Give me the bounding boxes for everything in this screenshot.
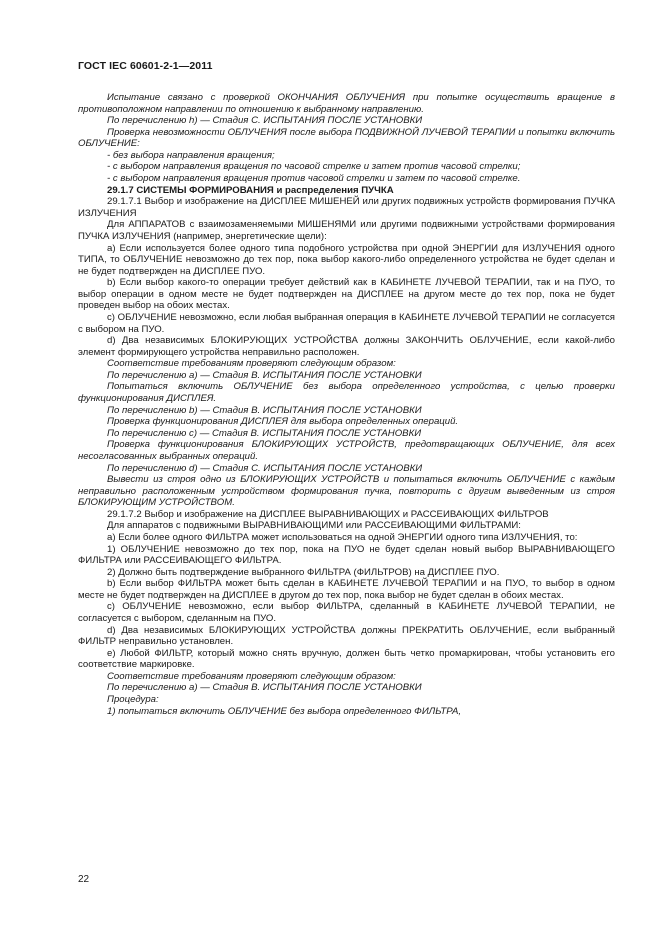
paragraph: Соответствие требованиям проверяют следующим образом: xyxy=(107,670,396,682)
paragraph: b) Если выбор какого-то операции требует действий как в КАБИНЕТЕ ЛУЧЕВОЙ ТЕРАПИИ, так и на ПУО, то выбор операции в одном месте не будет подтвержден на ДИСПЛЕЕ на другом месте до тех пор, пока не будет проведен выбор на обоих местах. xyxy=(78,277,615,312)
paragraph: с) ОБЛУЧЕНИЕ невозможно, если выбор ФИЛЬТРА, сделанный в КАБИНЕТЕ ЛУЧЕВОЙ ТЕРАПИИ, не согласуется с выбором, сделанным на ПУО. xyxy=(78,601,615,625)
paragraph: По перечислению h) — Стадия С. ИСПЫТАНИЯ ПОСЛЕ УСТАНОВКИ xyxy=(107,115,423,127)
paragraph: 1) попытаться включить ОБЛУЧЕНИЕ без выбора определенного ФИЛЬТРА, xyxy=(107,705,462,717)
paragraph: Попытаться включить ОБЛУЧЕНИЕ без выбора определенного устройства, с целью проверки функционирования ДИСПЛЕЯ. xyxy=(78,381,615,405)
paragraph: По перечислению а) — Стадия В. ИСПЫТАНИЯ ПОСЛЕ УСТАНОВКИ xyxy=(107,369,422,381)
paragraph: 29.1.7.2 Выбор и изображение на ДИСПЛЕЕ ВЫРАВНИВАЮЩИХ и РАССЕИВАЮЩИХ ФИЛЬТРОВ xyxy=(107,508,549,520)
paragraph: - без выбора направления вращения; xyxy=(107,149,275,161)
paragraph: 29.1.7.1 Выбор и изображение на ДИСПЛЕЕ МИШЕНЕЙ или других подвижных устройств формирования ПУЧКА ИЗЛУЧЕНИЯ xyxy=(78,196,615,219)
paragraph: По перечислению с) — Стадия В. ИСПЫТАНИЯ ПОСЛЕ УСТАНОВКИ xyxy=(107,427,422,439)
page-number: 22 xyxy=(78,874,90,885)
paragraph: По перечислению b) — Стадия В. ИСПЫТАНИЯ ПОСЛЕ УСТАНОВКИ xyxy=(107,404,422,416)
paragraph: По перечислению d) — Стадия С. ИСПЫТАНИЯ ПОСЛЕ УСТАНОВКИ xyxy=(107,462,423,474)
paragraph: Для аппаратов с подвижными ВЫРАВНИВАЮЩИМИ или РАССЕИВАЮЩИМИ ФИЛЬТРАМИ: xyxy=(107,520,521,532)
paragraph: Проверка невозможности ОБЛУЧЕНИЯ после выбора ПОДВИЖНОЙ ЛУЧЕВОЙ ТЕРАПИИ и попытки включить ОБЛУЧЕНИЕ: xyxy=(78,126,615,150)
paragraph: 2) Должно быть подтверждение выбранного ФИЛЬТРА (ФИЛЬТРОВ) на ДИСПЛЕЕ ПУО. xyxy=(107,566,500,578)
paragraph: По перечислению а) — Стадия В. ИСПЫТАНИЯ ПОСЛЕ УСТАНОВКИ xyxy=(107,682,422,694)
paragraph: 1) ОБЛУЧЕНИЕ невозможно до тех пор, пока на ПУО не будет сделан новый выбор ВЫРАВНИВАЮЩЕГО ФИЛЬТРА или РАССЕИВАЮЩЕГО ФИЛЬТРА. xyxy=(78,543,615,567)
paragraph: Для АППАРАТОВ с взаимозаменяемыми МИШЕНЯМИ или другими подвижными устройствами формирования ПУЧКА ИЗЛУЧЕНИЯ (например, энергетические щели): xyxy=(78,219,615,242)
paragraph: - с выбором направления вращения против часовой стрелки и затем по часовой стрелке. xyxy=(107,173,521,185)
paragraph: с) ОБЛУЧЕНИЕ невозможно, если любая выбранная операция в КАБИНЕТЕ ЛУЧЕВОЙ ТЕРАПИИ не согласуется с выбором на ПУО. xyxy=(78,311,615,335)
paragraph: b) Если выбор ФИЛЬТРА может быть сделан в КАБИНЕТЕ ЛУЧЕВОЙ ТЕРАПИИ и на ПУО, то выбор в одном месте не будет подтвержден на ДИСПЛЕЕ в другом до тех пор, пока выбор не будет сделан в обоих местах. xyxy=(78,578,615,601)
paragraph: 29.1.7 СИСТЕМЫ ФОРМИРОВАНИЯ и распределения ПУЧКА xyxy=(107,184,394,196)
paragraph: Испытание связано с проверкой ОКОНЧАНИЯ ОБЛУЧЕНИЯ при попытке осуществить вращение в противоположном направлении по отношению к выбранному направлению. xyxy=(78,92,615,115)
paragraph: а) Если более одного ФИЛЬТРА может использоваться на одной ЭНЕРГИИ одного типа ИЗЛУЧЕНИЯ, то: xyxy=(107,531,578,543)
standard-header: ГОСТ IEC 60601-2-1—2011 xyxy=(78,60,213,72)
paragraph: d) Два независимых БЛОКИРУЮЩИХ УСТРОЙСТВА должны ПРЕКРАТИТЬ ОБЛУЧЕНИЕ, если выбранный ФИЛЬТР неправильно установлен. xyxy=(78,624,615,648)
paragraph: Процедура: xyxy=(107,694,159,706)
document-body xyxy=(78,92,615,717)
paragraph: е) Любой ФИЛЬТР, который можно снять вручную, должен быть четко промаркирован, чтобы установить его соответствие маркировке. xyxy=(78,647,615,671)
paragraph: Вывести из строя одно из БЛОКИРУЮЩИХ УСТРОЙСТВ и попытаться включить ОБЛУЧЕНИЕ с каждым неправильно расположенным устройством формирования пучка, повторить с другим выведенным из строя БЛОКИРУЮЩИМ УСТРОЙСТВОМ. xyxy=(78,474,615,509)
paragraph: d) Два независимых БЛОКИРУЮЩИХ УСТРОЙСТВА должны ЗАКОНЧИТЬ ОБЛУЧЕНИЕ, если какой-либо элемент формирующего устройства неправильно расположен. xyxy=(78,335,615,358)
paragraph: Проверка функционирования БЛОКИРУЮЩИХ УСТРОЙСТВ, предотвращающих ОБЛУЧЕНИЕ, для всех несогласованных выбранных операций. xyxy=(78,439,615,462)
paragraph: - с выбором направления вращения по часовой стрелке и затем против часовой стрелки; xyxy=(107,161,521,173)
paragraph: Проверка функционирования ДИСПЛЕЯ для выбора определенных операций. xyxy=(107,416,459,428)
paragraph: Соответствие требованиям проверяют следующим образом: xyxy=(107,358,396,370)
paragraph: а) Если используется более одного типа подобного устройства при одной ЭНЕРГИИ для ИЗЛУЧЕНИЯ одного ТИПА, то ОБЛУЧЕНИЕ невозможно до тех пор, пока выбор какого-либо определенного устройства не будет сделан и не будет подтвержден на ДИСПЛЕЕ ПУО. xyxy=(78,242,615,277)
